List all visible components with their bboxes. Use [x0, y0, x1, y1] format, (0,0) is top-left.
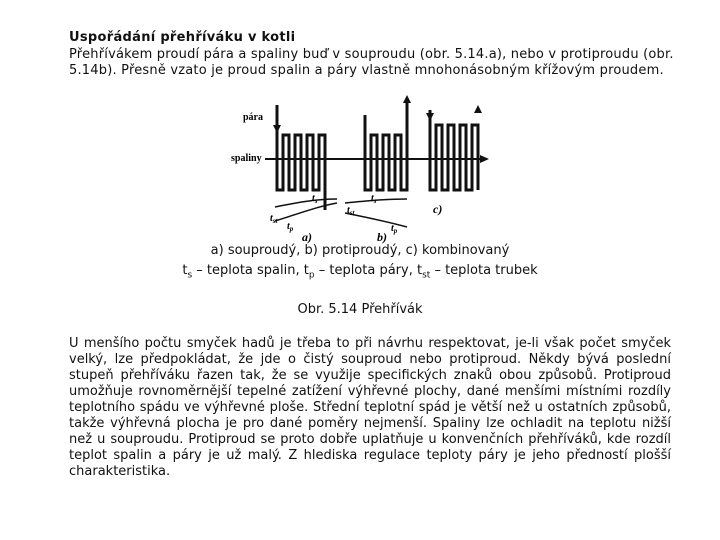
coil-b-inlet-arrow [403, 95, 411, 103]
coil-b [365, 100, 407, 190]
coil-c [405, 105, 478, 190]
label-flue-gas: spaliny [231, 153, 262, 164]
tst-sub: st [422, 270, 431, 281]
flue-gas-arrowhead [480, 155, 489, 163]
label-ts-a: $t_s$ [312, 193, 318, 205]
tst-symbol: t [416, 263, 423, 278]
intro-paragraph: Přehřívákem proudí pára a spaliny buď v souproudu (obr. 5.14.a), nebo v protiproudu (obr. 5.14b). Přesně vzato je proud spalin a páry vlastně mnohonásobným křížovým proudem. [69, 47, 674, 78]
body-paragraph: U menšího počtu smyček hadů je třeba to při návrhu respektovat, je-li však počet smyček velký, lze předpokládat, že jde o čistý souproud nebo protiproud. Někdy bývá poslední stupeň přehříváku řazen tak, že se využije specifických znaků obou způsobů. Protiproud umožňuje rovnoměrnější tepelné zatížení výhřevné plochy, dané menšími místními rozdíly teplotního spádu ve výhřevné ploše. Střední teplotní spád je větší než u ostatních způsobů, takže výhřevná plocha je pro dané poměry nejmenší. Spaliny lze ochladit na teplotu nižší než u souproudu. Protiproud se proto dobře uplatňuje u konvenčních přehříváků, kde rozdíl teplot spalin a páry je už malý. Z hlediska regulace teploty páry je jeho předností plošší charakteristika. [69, 336, 671, 479]
coil-a [277, 105, 325, 210]
ts-sub: s [187, 270, 193, 281]
label-a: a) [302, 230, 312, 244]
label-tst-b: $t_{st}$ [347, 205, 355, 217]
label-tp-a: $t_p$ [287, 221, 294, 233]
label-ts-b: $t_s$ [371, 193, 377, 205]
figure-caption-line2 [0, 263, 720, 281]
label-steam: pára [243, 112, 263, 123]
ts-symbol: t [182, 263, 188, 278]
tp-sub: p [308, 270, 315, 281]
label-tp-b: $t_p$ [391, 223, 398, 235]
coil-a-inlet-arrow [273, 125, 281, 133]
ts-text: – teplota spalin, [192, 263, 304, 278]
label-tst-a: $t_{st}$ [270, 213, 278, 225]
coil-c-outlet-arrow [474, 105, 482, 113]
tp-text: – teplota páry, [314, 263, 417, 278]
coil-c-inlet-arrow [426, 113, 434, 121]
figure-caption-line1: a) souproudý, b) protiproudý, c) kombinovaný [210, 243, 510, 258]
label-c: c) [433, 202, 443, 216]
superheater-figure [225, 95, 495, 245]
label-b: b) [377, 230, 387, 244]
tst-text: – teplota trubek [430, 263, 538, 278]
tp-symbol: t [303, 263, 309, 278]
temperature-profiles [275, 199, 407, 227]
section-heading: Uspořádání přehříváku v kotli [69, 30, 296, 45]
figure-number-label: Obr. 5.14 Přehřívák [297, 302, 423, 317]
